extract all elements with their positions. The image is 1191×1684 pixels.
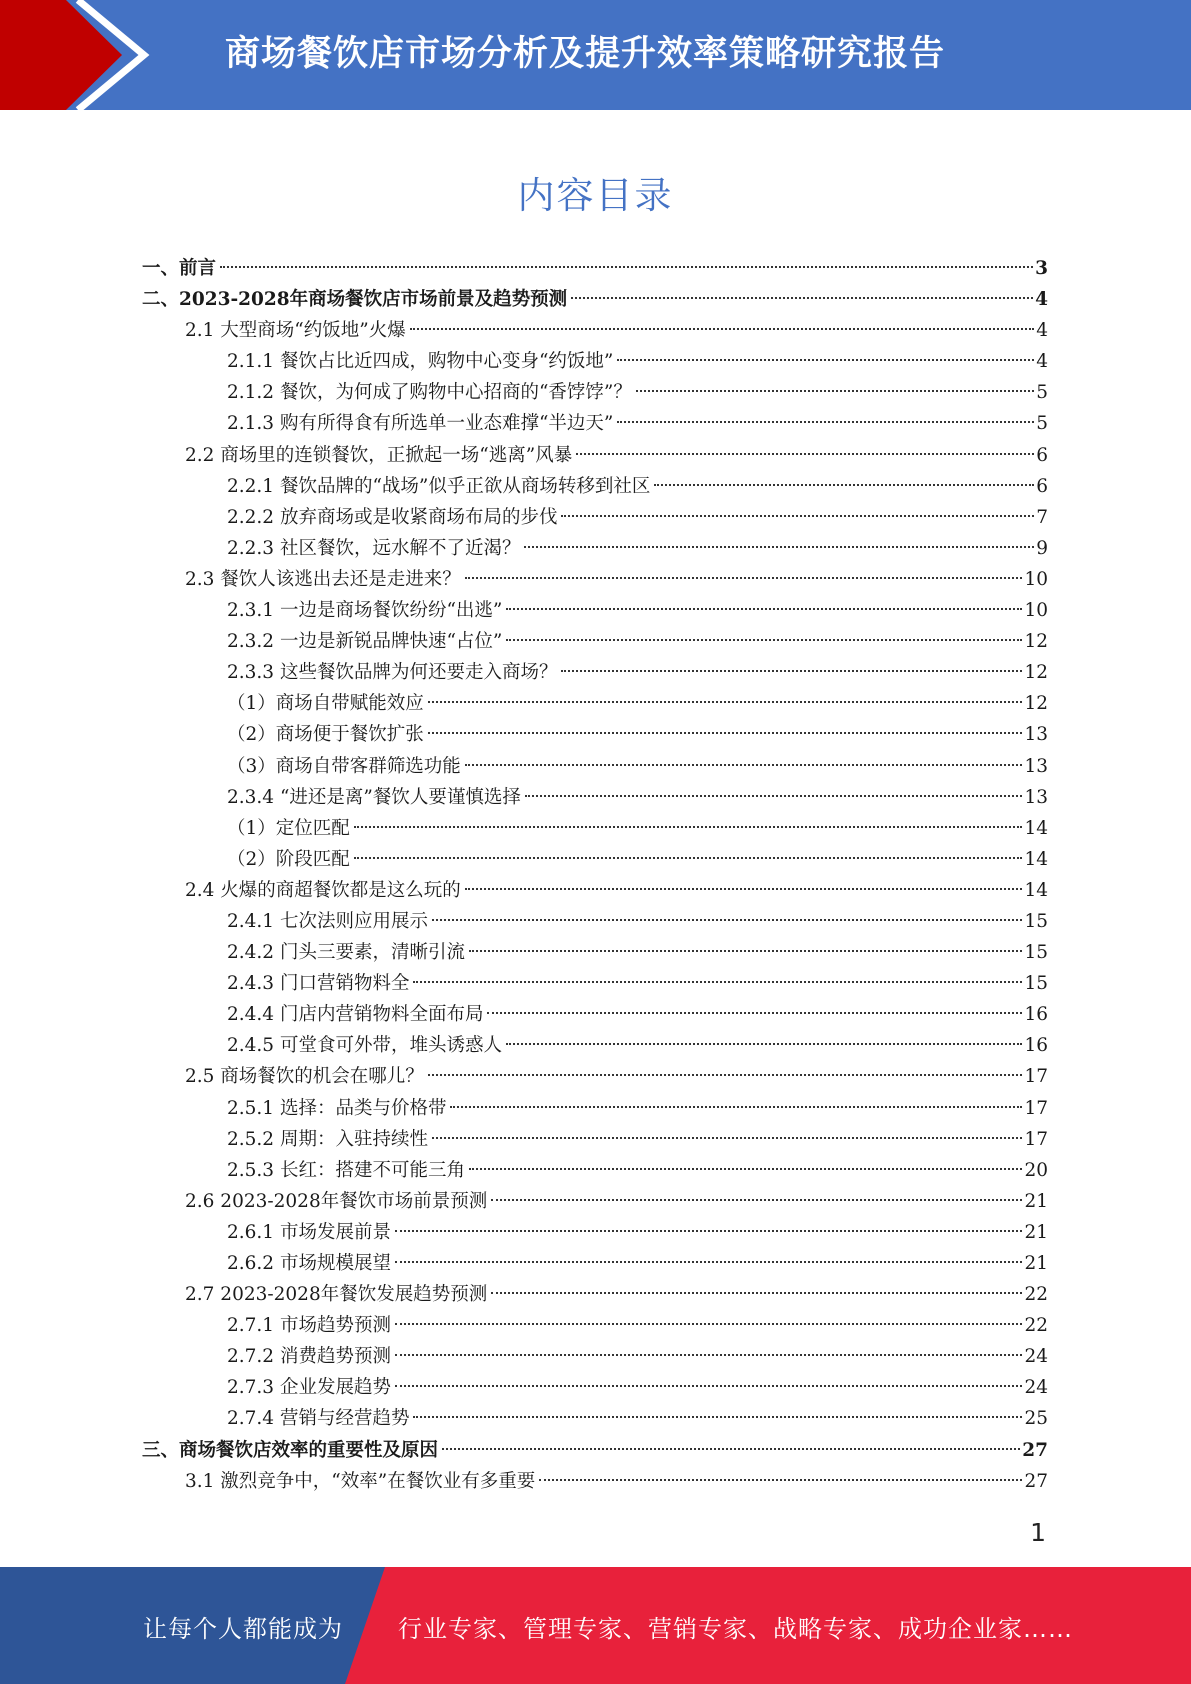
toc-dot-leader [395,1385,1022,1387]
toc-entry-page: 5 [1036,413,1048,435]
toc-entry-label: 2.4 火爆的商超餐饮都是这么玩的 [185,879,461,901]
toc-dot-leader [491,1292,1022,1294]
toc-entry-page: 12 [1024,631,1048,653]
toc-entry-label: 2.1.1 餐饮占比近四成，购物中心变身“约饭地” [227,351,614,373]
toc-entry-page: 17 [1024,1097,1048,1119]
toc-entry-page: 15 [1024,910,1048,932]
toc-entry[interactable] [142,688,1048,719]
toc-dot-leader [465,888,1023,890]
toc-entry-label: 三、商场餐饮店效率的重要性及原因 [142,1439,439,1461]
toc-entry-label: 2.5.1 选择：品类与价格带 [227,1097,447,1119]
toc-entry[interactable] [142,440,1048,471]
toc-entry-label: 2.4.4 门店内营销物料全面布局 [227,1004,484,1026]
toc-dot-leader [571,297,1033,299]
toc-dot-leader [561,515,1034,517]
toc-entry[interactable] [142,533,1048,564]
toc-entry-label: 2.6 2023-2028年餐饮市场前景预测 [185,1190,488,1212]
toc-entry-label: 2.3.3 这些餐饮品牌为何还要走入商场？ [227,662,558,684]
toc-entry-page: 25 [1024,1408,1048,1430]
footer-slogan-left: 让每个人都能成为 [143,1615,343,1643]
toc-dot-leader [413,981,1022,983]
toc-entry-page: 27 [1024,1470,1048,1492]
toc-entry[interactable] [142,719,1048,750]
toc-entry-page: 24 [1024,1377,1048,1399]
toc-entry-label: 2.1.2 餐饮，为何成了购物中心招商的“香饽饽”？ [227,382,632,404]
toc-entry-label: 2.5.2 周期：入驻持续性 [227,1128,428,1150]
toc-entry[interactable] [142,253,1048,284]
toc-dot-leader [539,1479,1022,1481]
toc-entry-label: 2.4.2 门头三要素，清晰引流 [227,942,465,964]
toc-entry-page: 21 [1024,1221,1048,1243]
toc-dot-leader [428,701,1023,703]
toc-entry-label: 2.3 餐饮人该逃出去还是走进来？ [185,568,461,590]
toc-dot-leader [506,639,1022,641]
toc-entry[interactable] [142,377,1048,408]
toc-dot-leader [525,795,1023,797]
toc-dot-leader [469,1168,1022,1170]
toc-dot-leader [469,950,1022,952]
toc-dot-leader [432,1137,1022,1139]
toc-dot-leader [413,1416,1022,1418]
toc-entry-page: 22 [1024,1315,1048,1337]
toc-entry[interactable] [142,1372,1048,1403]
footer-band [0,1567,1191,1684]
toc-entry[interactable] [142,626,1048,657]
toc-entry[interactable] [142,1093,1048,1124]
toc-entry-page: 14 [1024,817,1048,839]
toc-entry-label: 2.6.2 市场规模展望 [227,1253,391,1274]
toc-dot-leader [428,1074,1023,1076]
toc-entry-page: 4 [1036,351,1048,373]
toc-entry-page: 15 [1024,973,1048,995]
toc-entry[interactable] [142,315,1048,346]
toc-entry-page: 3 [1035,258,1048,279]
toc-entry-label: 2.3.4 “进还是离”餐饮人要谨慎选择 [227,786,521,808]
footer-slogan-right: 行业专家、管理专家、营销专家、战略专家、成功企业家…… [398,1615,1073,1643]
toc-entry-label: 2.2 商场里的连锁餐饮，正掀起一场“逃离”风暴 [185,444,573,466]
toc-entry[interactable] [142,1124,1048,1155]
toc-entry-label: 2.7.3 企业发展趋势 [227,1377,391,1399]
toc-entry-label: （2）商场便于餐饮扩张 [227,724,424,746]
toc-dot-leader [524,546,1034,548]
toc-entry[interactable] [142,813,1048,844]
toc-entry[interactable] [142,1061,1048,1092]
toc-entry[interactable] [142,968,1048,999]
toc-entry-label: 2.4.5 可堂食可外带，堆头诱惑人 [227,1035,502,1057]
toc-dot-leader [395,1323,1022,1325]
toc-entry[interactable] [142,937,1048,968]
toc-entry-page: 12 [1024,662,1048,684]
toc-entry-label: 二、2023-2028年商场餐饮店市场前景及趋势预测 [142,289,568,311]
toc-entry[interactable] [142,1279,1048,1310]
toc-entry[interactable] [142,1186,1048,1217]
toc-entry[interactable] [142,751,1048,782]
toc-entry-label: 2.4.1 七次法则应用展示 [227,910,428,932]
toc-entry-label: 3.1 激烈竞争中，“效率”在餐饮业有多重要 [185,1470,536,1492]
toc-entry-page: 4 [1036,320,1048,342]
toc-entry-label: 2.1 大型商场“约饭地”火爆 [185,320,406,342]
toc-entry[interactable] [142,1403,1048,1434]
toc-entry[interactable] [142,1310,1048,1341]
toc-entry-label: 2.7.2 消费趋势预测 [227,1346,391,1368]
toc-entry[interactable] [142,346,1048,377]
toc-entry-page: 21 [1024,1190,1048,1212]
toc-dot-leader [410,328,1035,330]
toc-entry-label: （2）阶段匹配 [227,848,350,870]
toc-entry-page: 27 [1022,1439,1048,1461]
toc-entry-page: 17 [1024,1128,1048,1150]
toc-dot-leader [617,421,1034,423]
toc-entry-page: 7 [1036,506,1048,528]
toc-entry-label: 2.5 商场餐饮的机会在哪儿？ [185,1066,424,1088]
toc-entry-page: 17 [1024,1066,1048,1088]
toc-entry-page: 4 [1035,289,1048,311]
toc-entry-label: 2.1.3 购有所得食有所选单一业态难撑“半边天” [227,413,614,435]
toc-entry-label: （3）商场自带客群筛选功能 [227,755,461,777]
toc-entry-label: 2.7 2023-2028年餐饮发展趋势预测 [185,1284,488,1306]
toc-entry-page: 24 [1024,1346,1048,1368]
toc-entry[interactable] [142,1435,1048,1466]
toc-entry-page: 21 [1024,1253,1048,1274]
toc-entry[interactable] [142,502,1048,533]
toc-entry[interactable] [142,1341,1048,1372]
toc-entry-page: 22 [1024,1284,1048,1306]
toc-entry-label: 2.3.1 一边是商场餐饮纷纷“出逃” [227,600,503,622]
toc-dot-leader [354,857,1023,859]
toc-entry[interactable] [142,844,1048,875]
toc-entry-page: 14 [1024,879,1048,901]
toc-entry[interactable] [142,1248,1048,1279]
toc-entry[interactable] [142,284,1048,315]
table-of-contents [142,253,1048,1497]
toc-entry[interactable] [142,906,1048,937]
toc-entry-page: 16 [1024,1004,1048,1026]
toc-entry-page: 20 [1024,1159,1048,1181]
toc-entry-page: 6 [1036,475,1048,497]
toc-entry[interactable] [142,782,1048,813]
toc-entry-page: 6 [1036,444,1048,466]
toc-entry-page: 10 [1024,600,1048,622]
toc-entry[interactable] [142,408,1048,439]
toc-entry[interactable] [142,564,1048,595]
toc-entry-page: 13 [1024,755,1048,777]
toc-entry-label: 2.3.2 一边是新锐品牌快速“占位” [227,631,503,653]
toc-dot-leader [450,1106,1022,1108]
toc-entry[interactable] [142,657,1048,688]
toc-entry[interactable] [142,1217,1048,1248]
toc-dot-leader [395,1261,1022,1263]
toc-entry-label: 2.6.1 市场发展前景 [227,1221,391,1243]
page-number: 1 [1030,1518,1046,1547]
toc-dot-leader [506,1043,1022,1045]
toc-dot-leader [395,1230,1022,1232]
toc-entry[interactable] [142,999,1048,1030]
toc-dot-leader [561,670,1022,672]
toc-entry-label: （1）定位匹配 [227,817,350,839]
toc-dot-leader [617,359,1034,361]
toc-entry-page: 9 [1036,537,1048,559]
toc-entry-label: 2.2.3 社区餐饮，远水解不了近渴？ [227,537,521,559]
toc-entry[interactable] [142,875,1048,906]
toc-entry-label: 2.7.1 市场趋势预测 [227,1315,391,1337]
toc-entry-page: 12 [1024,693,1048,715]
toc-entry-page: 13 [1024,786,1048,808]
toc-entry[interactable] [142,1155,1048,1186]
toc-entry-label: 一、前言 [142,258,217,279]
toc-dot-leader [220,266,1033,268]
toc-dot-leader [487,1012,1022,1014]
toc-dot-leader [442,1448,1020,1450]
report-title: 商场餐饮店市场分析及提升效率策略研究报告 [224,34,945,74]
toc-heading: 内容目录 [517,174,674,217]
toc-entry-page: 13 [1024,724,1048,746]
toc-dot-leader [576,453,1034,455]
toc-entry[interactable] [142,1030,1048,1061]
toc-dot-leader [428,732,1023,734]
red-chevron-icon [0,0,150,110]
toc-entry-page: 10 [1024,568,1048,590]
toc-entry[interactable] [142,1466,1048,1497]
toc-entry[interactable] [142,471,1048,502]
toc-entry-label: 2.4.3 门口营销物料全 [227,973,410,995]
toc-dot-leader [465,577,1023,579]
toc-entry-label: 2.7.4 营销与经营趋势 [227,1408,410,1430]
toc-dot-leader [354,826,1023,828]
toc-dot-leader [506,608,1022,610]
toc-entry-label: （1）商场自带赋能效应 [227,693,424,715]
toc-entry-page: 15 [1024,942,1048,964]
toc-entry-label: 2.2.1 餐饮品牌的“战场”似乎正欲从商场转移到社区 [227,475,651,497]
toc-dot-leader [491,1199,1022,1201]
toc-entry[interactable] [142,595,1048,626]
toc-dot-leader [395,1354,1022,1356]
toc-dot-leader [636,390,1034,392]
toc-entry-page: 5 [1036,382,1048,404]
toc-dot-leader [465,764,1023,766]
toc-entry-label: 2.2.2 放弃商场或是收紧商场布局的步伐 [227,506,558,528]
report-header-band [0,0,1191,110]
toc-entry-label: 2.5.3 长红：搭建不可能三角 [227,1159,465,1181]
toc-dot-leader [654,484,1034,486]
toc-entry-page: 16 [1024,1035,1048,1057]
toc-entry-page: 14 [1024,848,1048,870]
toc-dot-leader [432,919,1022,921]
